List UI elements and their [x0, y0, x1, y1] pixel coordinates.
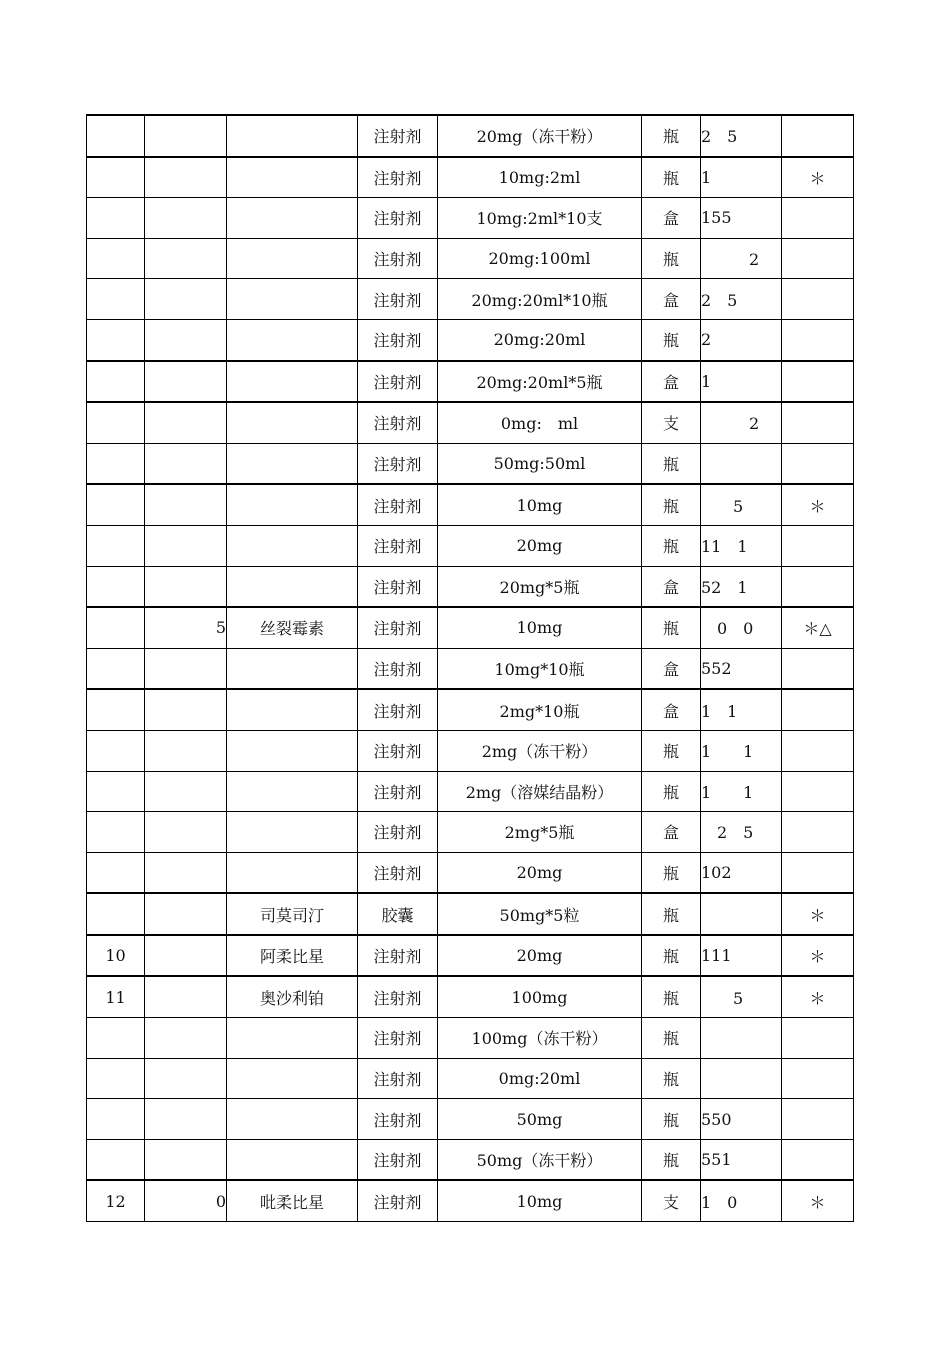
- row-number-cell: [87, 852, 145, 893]
- remark-cell: [782, 1139, 854, 1180]
- unit-cell: 盒: [642, 812, 701, 853]
- remark-cell: [782, 1058, 854, 1099]
- drug-name-cell: 阿柔比星: [227, 935, 358, 977]
- dosage-form-cell: 注射剂: [358, 279, 438, 320]
- unit-cell: 瓶: [642, 607, 701, 648]
- dosage-form-cell: 注射剂: [358, 935, 438, 977]
- table-row: [87, 484, 854, 525]
- row-number-cell: [87, 443, 145, 484]
- remark-cell: [782, 1018, 854, 1059]
- specification-cell: 50mg:50ml: [438, 443, 642, 484]
- code-cell: [145, 525, 227, 566]
- row-number-cell: [87, 115, 145, 157]
- dosage-form-cell: 注射剂: [358, 157, 438, 198]
- dosage-form-cell: 注射剂: [358, 443, 438, 484]
- code-number-cell: 5: [701, 484, 782, 525]
- specification-cell: 20mg: [438, 935, 642, 977]
- unit-cell: 瓶: [642, 1099, 701, 1140]
- code-cell: [145, 443, 227, 484]
- specification-cell: 2mg（溶媒结晶粉）: [438, 771, 642, 812]
- remark-cell: [782, 525, 854, 566]
- remark-cell: [782, 361, 854, 403]
- code-number-cell: 1 1: [701, 730, 782, 771]
- table-row: [87, 319, 854, 360]
- drug-name-cell: [227, 648, 358, 689]
- row-number-cell: [87, 566, 145, 607]
- table-row: [87, 935, 854, 977]
- remark-cell: [782, 198, 854, 239]
- table-row: [87, 648, 854, 689]
- code-number-cell: [701, 1018, 782, 1059]
- code-number-cell: 2: [701, 238, 782, 279]
- code-cell: [145, 198, 227, 239]
- unit-cell: 瓶: [642, 730, 701, 771]
- remark-cell: [782, 852, 854, 893]
- drug-name-cell: 司莫司汀: [227, 893, 358, 935]
- remark-cell: ＊△: [782, 607, 854, 648]
- dosage-form-cell: 注射剂: [358, 525, 438, 566]
- drug-name-cell: [227, 771, 358, 812]
- dosage-form-cell: 注射剂: [358, 607, 438, 648]
- row-number-cell: 10: [87, 935, 145, 977]
- remark-cell: ＊: [782, 893, 854, 935]
- specification-cell: 10mg: [438, 607, 642, 648]
- code-cell: [145, 279, 227, 320]
- dosage-form-cell: 注射剂: [358, 730, 438, 771]
- code-cell: [145, 402, 227, 443]
- table-row: [87, 893, 854, 935]
- drug-name-cell: [227, 198, 358, 239]
- drug-name-cell: [227, 812, 358, 853]
- dosage-form-cell: 注射剂: [358, 484, 438, 525]
- table-row: [87, 402, 854, 443]
- code-number-cell: [701, 443, 782, 484]
- table-row: [87, 1018, 854, 1059]
- specification-cell: 2mg*10瓶: [438, 689, 642, 730]
- table-row: [87, 689, 854, 730]
- specification-cell: 50mg*5粒: [438, 893, 642, 935]
- code-number-cell: 1: [701, 361, 782, 403]
- drug-name-cell: [227, 115, 358, 157]
- code-cell: [145, 361, 227, 403]
- remark-cell: [782, 730, 854, 771]
- specification-cell: 20mg: [438, 525, 642, 566]
- code-cell: [145, 484, 227, 525]
- code-cell: [145, 1099, 227, 1140]
- code-number-cell: 5: [701, 976, 782, 1017]
- row-number-cell: [87, 484, 145, 525]
- table-row: [87, 730, 854, 771]
- remark-cell: [782, 1099, 854, 1140]
- remark-cell: ＊: [782, 935, 854, 977]
- code-cell: [145, 1058, 227, 1099]
- remark-cell: ＊: [782, 1180, 854, 1221]
- table-row: [87, 812, 854, 853]
- drug-name-cell: 丝裂霉素: [227, 607, 358, 648]
- drug-name-cell: [227, 1058, 358, 1099]
- row-number-cell: [87, 648, 145, 689]
- unit-cell: 瓶: [642, 157, 701, 198]
- table-row: [87, 566, 854, 607]
- dosage-form-cell: 注射剂: [358, 1180, 438, 1221]
- code-number-cell: 1 0: [701, 1180, 782, 1221]
- dosage-form-cell: 注射剂: [358, 319, 438, 360]
- specification-cell: 50mg（冻干粉）: [438, 1139, 642, 1180]
- table-body: [87, 115, 854, 1222]
- row-number-cell: 12: [87, 1180, 145, 1221]
- code-number-cell: 0 0: [701, 607, 782, 648]
- remark-cell: [782, 115, 854, 157]
- remark-cell: [782, 812, 854, 853]
- unit-cell: 瓶: [642, 443, 701, 484]
- unit-cell: 瓶: [642, 893, 701, 935]
- unit-cell: 盒: [642, 279, 701, 320]
- row-number-cell: [87, 279, 145, 320]
- drug-name-cell: [227, 1139, 358, 1180]
- code-cell: [145, 771, 227, 812]
- dosage-form-cell: 注射剂: [358, 238, 438, 279]
- table-row: [87, 1180, 854, 1221]
- unit-cell: 盒: [642, 361, 701, 403]
- row-number-cell: [87, 238, 145, 279]
- row-number-cell: [87, 402, 145, 443]
- dosage-form-cell: 注射剂: [358, 402, 438, 443]
- table-row: [87, 1099, 854, 1140]
- table-row: [87, 607, 854, 648]
- table-row: [87, 1139, 854, 1180]
- table-row: [87, 157, 854, 198]
- table-row: [87, 198, 854, 239]
- code-number-cell: 2: [701, 402, 782, 443]
- specification-cell: 100mg: [438, 976, 642, 1017]
- drug-name-cell: [227, 361, 358, 403]
- row-number-cell: [87, 1099, 145, 1140]
- dosage-form-cell: 注射剂: [358, 1099, 438, 1140]
- unit-cell: 瓶: [642, 484, 701, 525]
- unit-cell: 瓶: [642, 525, 701, 566]
- drug-name-cell: 奥沙利铂: [227, 976, 358, 1017]
- specification-cell: 20mg:20ml: [438, 319, 642, 360]
- dosage-form-cell: 注射剂: [358, 648, 438, 689]
- code-number-cell: [701, 893, 782, 935]
- code-number-cell: 2: [701, 319, 782, 360]
- row-number-cell: [87, 607, 145, 648]
- dosage-form-cell: 注射剂: [358, 566, 438, 607]
- unit-cell: 瓶: [642, 1058, 701, 1099]
- unit-cell: 瓶: [642, 852, 701, 893]
- row-number-cell: [87, 730, 145, 771]
- row-number-cell: 11: [87, 976, 145, 1017]
- remark-cell: [782, 566, 854, 607]
- table-row: [87, 1058, 854, 1099]
- drug-name-cell: [227, 689, 358, 730]
- drug-name-cell: [227, 1099, 358, 1140]
- specification-cell: 0mg:20ml: [438, 1058, 642, 1099]
- code-number-cell: 1 1: [701, 689, 782, 730]
- specification-cell: 10mg:2ml*10支: [438, 198, 642, 239]
- row-number-cell: [87, 771, 145, 812]
- row-number-cell: [87, 1018, 145, 1059]
- row-number-cell: [87, 1139, 145, 1180]
- code-cell: [145, 238, 227, 279]
- code-number-cell: 102: [701, 852, 782, 893]
- unit-cell: 盒: [642, 648, 701, 689]
- dosage-form-cell: 注射剂: [358, 115, 438, 157]
- row-number-cell: [87, 319, 145, 360]
- remark-cell: [782, 771, 854, 812]
- code-number-cell: 2 5: [701, 115, 782, 157]
- dosage-form-cell: 注射剂: [358, 1139, 438, 1180]
- row-number-cell: [87, 361, 145, 403]
- row-number-cell: [87, 525, 145, 566]
- specification-cell: 10mg:2ml: [438, 157, 642, 198]
- remark-cell: [782, 279, 854, 320]
- unit-cell: 瓶: [642, 319, 701, 360]
- code-cell: [145, 157, 227, 198]
- specification-cell: 20mg:20ml*5瓶: [438, 361, 642, 403]
- unit-cell: 盒: [642, 198, 701, 239]
- remark-cell: [782, 648, 854, 689]
- drug-name-cell: [227, 238, 358, 279]
- code-cell: [145, 812, 227, 853]
- unit-cell: 支: [642, 1180, 701, 1221]
- row-number-cell: [87, 893, 145, 935]
- dosage-form-cell: 胶囊: [358, 893, 438, 935]
- specification-cell: 100mg（冻干粉）: [438, 1018, 642, 1059]
- drug-name-cell: [227, 1018, 358, 1059]
- remark-cell: ＊: [782, 976, 854, 1017]
- table-row: [87, 771, 854, 812]
- dosage-form-cell: 注射剂: [358, 852, 438, 893]
- remark-cell: [782, 402, 854, 443]
- dosage-form-cell: 注射剂: [358, 689, 438, 730]
- code-cell: [145, 730, 227, 771]
- specification-cell: 20mg*5瓶: [438, 566, 642, 607]
- table-row: [87, 238, 854, 279]
- specification-cell: 50mg: [438, 1099, 642, 1140]
- code-number-cell: 1 1: [701, 771, 782, 812]
- dosage-form-cell: 注射剂: [358, 812, 438, 853]
- dosage-form-cell: 注射剂: [358, 1018, 438, 1059]
- code-cell: [145, 935, 227, 977]
- drug-name-cell: [227, 566, 358, 607]
- dosage-form-cell: 注射剂: [358, 1058, 438, 1099]
- row-number-cell: [87, 812, 145, 853]
- specification-cell: 20mg（冻干粉）: [438, 115, 642, 157]
- drug-name-cell: [227, 484, 358, 525]
- specification-cell: 10mg: [438, 1180, 642, 1221]
- code-number-cell: 551: [701, 1139, 782, 1180]
- specification-cell: 10mg*10瓶: [438, 648, 642, 689]
- code-cell: [145, 1018, 227, 1059]
- code-cell: 0: [145, 1180, 227, 1221]
- unit-cell: 瓶: [642, 1018, 701, 1059]
- specification-cell: 20mg: [438, 852, 642, 893]
- dosage-form-cell: 注射剂: [358, 361, 438, 403]
- code-cell: [145, 1139, 227, 1180]
- code-cell: [145, 689, 227, 730]
- code-number-cell: 552: [701, 648, 782, 689]
- table-row: [87, 852, 854, 893]
- remark-cell: [782, 319, 854, 360]
- row-number-cell: [87, 157, 145, 198]
- code-cell: [145, 893, 227, 935]
- drug-name-cell: [227, 443, 358, 484]
- code-cell: [145, 319, 227, 360]
- code-cell: [145, 115, 227, 157]
- dosage-form-cell: 注射剂: [358, 976, 438, 1017]
- unit-cell: 瓶: [642, 115, 701, 157]
- unit-cell: 瓶: [642, 1139, 701, 1180]
- dosage-form-cell: 注射剂: [358, 771, 438, 812]
- remark-cell: ＊: [782, 484, 854, 525]
- row-number-cell: [87, 689, 145, 730]
- drug-name-cell: [227, 279, 358, 320]
- code-cell: [145, 852, 227, 893]
- table-row: [87, 525, 854, 566]
- drug-name-cell: [227, 402, 358, 443]
- table-row: [87, 976, 854, 1017]
- specification-cell: 20mg:20ml*10瓶: [438, 279, 642, 320]
- code-number-cell: 2 5: [701, 812, 782, 853]
- drug-name-cell: [227, 319, 358, 360]
- table-row: [87, 361, 854, 403]
- row-number-cell: [87, 198, 145, 239]
- unit-cell: 瓶: [642, 238, 701, 279]
- remark-cell: ＊: [782, 157, 854, 198]
- specification-cell: 0mg: ml: [438, 402, 642, 443]
- code-number-cell: 2 5: [701, 279, 782, 320]
- remark-cell: [782, 443, 854, 484]
- code-number-cell: 1: [701, 157, 782, 198]
- unit-cell: 瓶: [642, 976, 701, 1017]
- drug-name-cell: [227, 525, 358, 566]
- specification-cell: 10mg: [438, 484, 642, 525]
- code-number-cell: 550: [701, 1099, 782, 1140]
- unit-cell: 盒: [642, 566, 701, 607]
- drug-name-cell: [227, 730, 358, 771]
- remark-cell: [782, 238, 854, 279]
- code-number-cell: 111: [701, 935, 782, 977]
- code-number-cell: 155: [701, 198, 782, 239]
- remark-cell: [782, 689, 854, 730]
- specification-cell: 2mg（冻干粉）: [438, 730, 642, 771]
- unit-cell: 瓶: [642, 935, 701, 977]
- drug-name-cell: [227, 157, 358, 198]
- unit-cell: 瓶: [642, 771, 701, 812]
- dosage-form-cell: 注射剂: [358, 198, 438, 239]
- specification-cell: 2mg*5瓶: [438, 812, 642, 853]
- code-number-cell: 52 1: [701, 566, 782, 607]
- code-cell: [145, 566, 227, 607]
- unit-cell: 支: [642, 402, 701, 443]
- row-number-cell: [87, 1058, 145, 1099]
- code-number-cell: 11 1: [701, 525, 782, 566]
- drug-name-cell: 吡柔比星: [227, 1180, 358, 1221]
- drug-name-cell: [227, 852, 358, 893]
- drug-table: [86, 114, 854, 1222]
- table-row: [87, 279, 854, 320]
- code-number-cell: [701, 1058, 782, 1099]
- code-cell: [145, 976, 227, 1017]
- unit-cell: 盒: [642, 689, 701, 730]
- table-row: [87, 115, 854, 157]
- table-row: [87, 443, 854, 484]
- specification-cell: 20mg:100ml: [438, 238, 642, 279]
- code-cell: 5: [145, 607, 227, 648]
- code-cell: [145, 648, 227, 689]
